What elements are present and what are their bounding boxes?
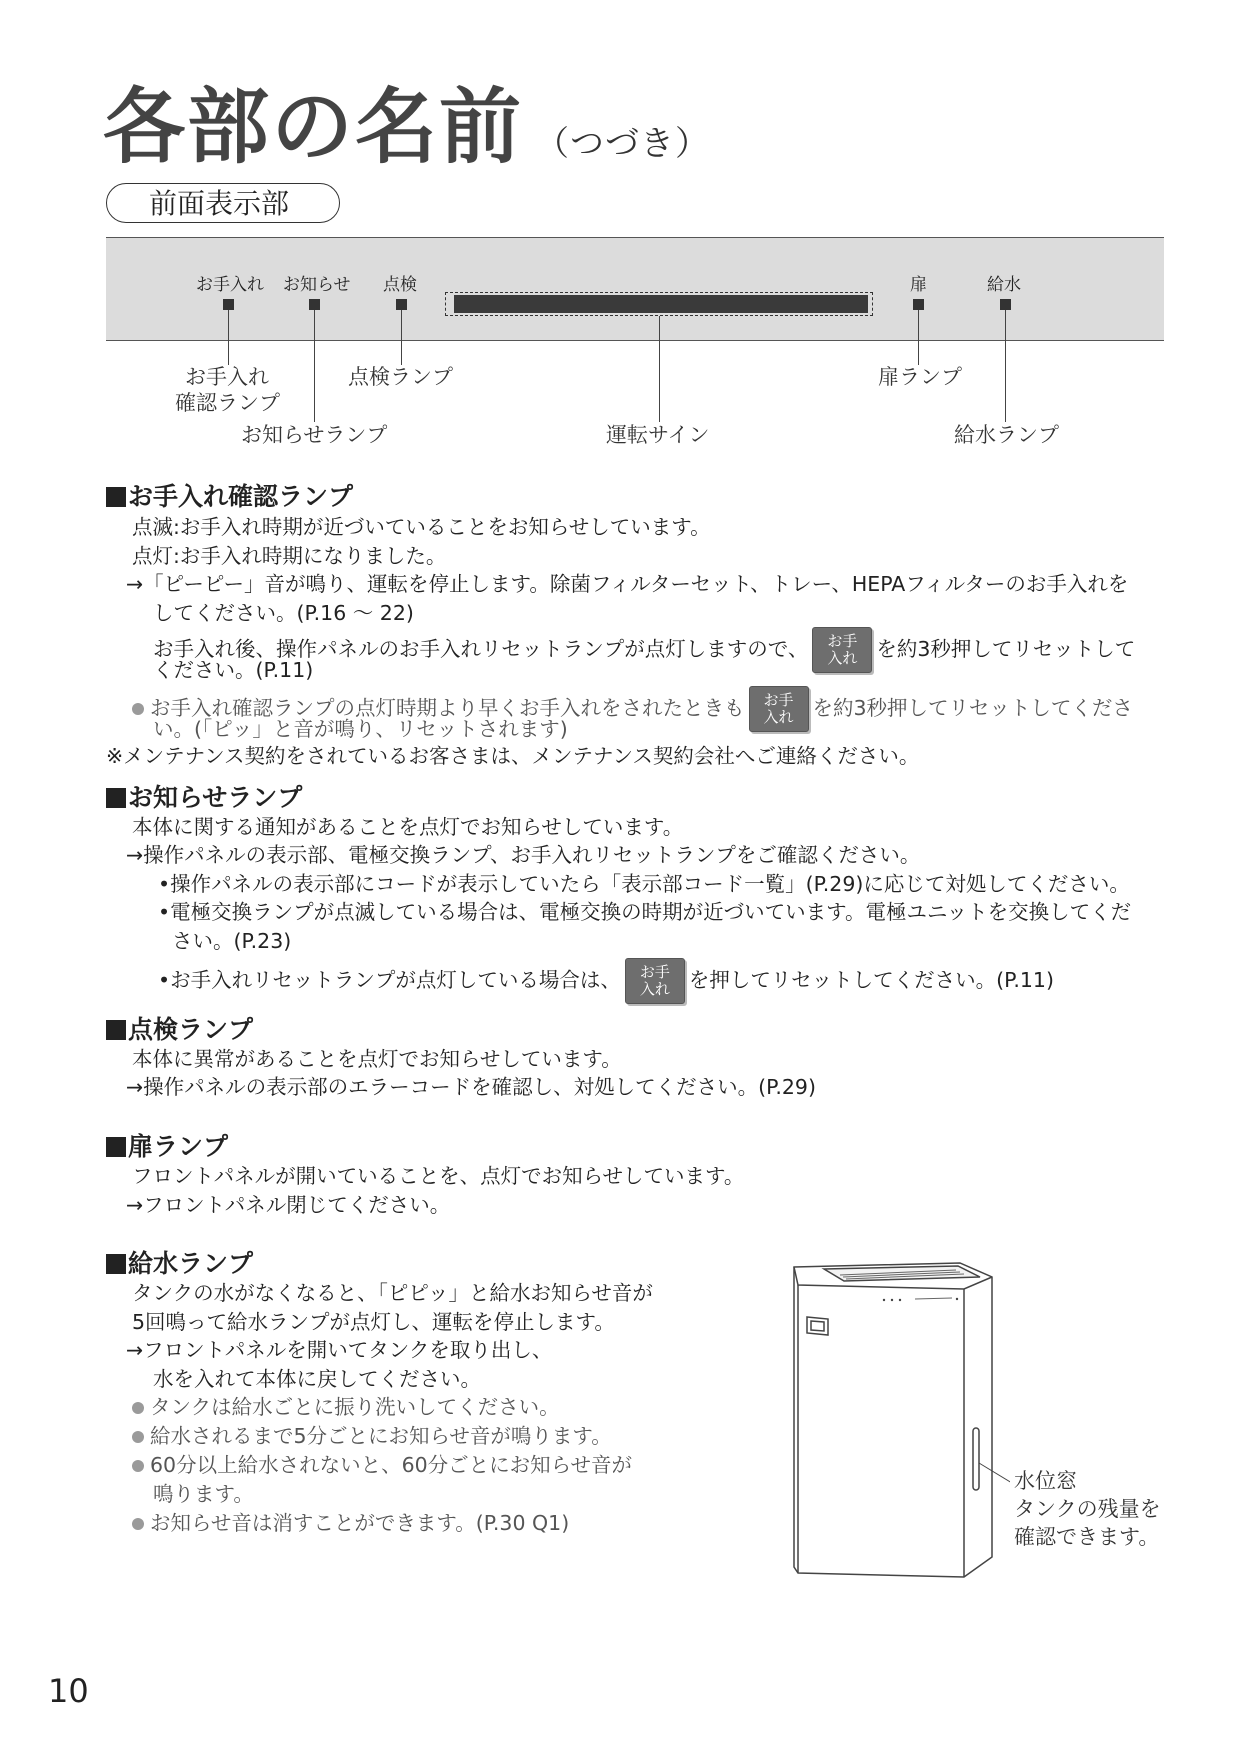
text-line: →「ピーピー」音が鳴り、運転を停止します。除菌フィルターセット、トレー、HEPAフィルターのお手入れを [126, 572, 1129, 596]
text-line: 5回鳴って給水ランプが点灯し、運転を停止します。 [132, 1310, 615, 1334]
section-heading-oshirase: お知らせランプ [106, 778, 302, 814]
tenken-lamp [396, 299, 407, 310]
section-pill: 前面表示部 [106, 183, 340, 223]
text-line: ください。(P.11) [153, 658, 314, 682]
text-line: →操作パネルの表示部のエラーコードを確認し、対処してください。(P.29) [126, 1075, 816, 1099]
callout-water-window: 水位窓 [1014, 1469, 1077, 1493]
bullet-icon [132, 1518, 144, 1530]
page-subtitle: （つづき） [535, 124, 711, 164]
kyusui-lamp [1000, 299, 1011, 310]
callout-tobira: 扉ランプ [878, 365, 962, 389]
callout-oshirase: お知らせランプ [241, 423, 388, 447]
dehumidifier-illustration [780, 1255, 1010, 1585]
leader-line [314, 310, 315, 422]
section-heading-oteire: お手入れ確認ランプ [106, 477, 353, 513]
oteire-button-icon: お手 入れ [625, 958, 685, 1004]
leader-line [228, 310, 229, 365]
text-line: •操作パネルの表示部にコードが表示していたら「表示部コード一覧」(P.29)に応じて対処してください。 [158, 872, 1130, 896]
panel-label-kyusui: 給水 [987, 275, 1021, 295]
panel-label-oshirase: お知らせ [283, 275, 351, 295]
section-heading-kyusui: 給水ランプ [106, 1244, 253, 1280]
panel-label-tenken: 点検 [383, 275, 417, 295]
text-line: 本体に異常があることを点灯でお知らせしています。 [132, 1047, 622, 1071]
note-line: 鳴ります。 [153, 1482, 254, 1506]
bullet-icon [132, 1431, 144, 1443]
leader-line [659, 316, 660, 422]
note-line: タンクは給水ごとに振り洗いしてください。 [132, 1393, 560, 1421]
callout-unten: 運転サイン [606, 423, 710, 447]
text-line: •電極交換ランプが点滅している場合は、電極交換の時期が近づいています。電極ユニットを交換してくだ [158, 900, 1132, 924]
panel-label-tobira: 扉 [910, 275, 927, 295]
text-line: してください。(P.16 ～ 22) [153, 601, 414, 625]
bullet-icon [132, 703, 144, 715]
text-line: フロントパネルが開いていることを、点灯でお知らせしています。 [132, 1164, 745, 1188]
text-line: 点滅:お手入れ時期が近づいていることをお知らせしています。 [132, 515, 711, 539]
text-line: 本体に関する通知があることを点灯でお知らせしています。 [132, 815, 684, 839]
callout-oteire-1: お手入れ [185, 365, 269, 389]
leader-line [1005, 310, 1006, 422]
operation-sign-bar [454, 295, 868, 313]
callout-water-window-desc: 確認できます。 [1014, 1525, 1160, 1549]
tobira-lamp [913, 299, 924, 310]
oshirase-lamp [309, 299, 320, 310]
text-line: 水を入れて本体に戻してください。 [153, 1367, 481, 1391]
leader-line [401, 310, 402, 365]
panel-label-oteire: お手入れ [196, 275, 264, 295]
oteire-lamp [223, 299, 234, 310]
text-line: →フロントパネル閉じてください。 [126, 1193, 451, 1217]
text-line: さい。(P.23) [172, 929, 292, 953]
section-heading-tobira: 扉ランプ [106, 1127, 228, 1163]
text-line: •お手入れリセットランプが点灯している場合は、 お手 入れ を押してリセットしてください。(P.11) [158, 958, 1054, 1004]
note-line: お手入れ確認ランプの点灯時期より早くお手入れをされたときも お手 入れ を約3秒押してリセットしてくださ [132, 686, 1133, 732]
text-line: 点灯:お手入れ時期になりました。 [132, 544, 447, 568]
section-heading-tenken: 点検ランプ [106, 1010, 253, 1046]
page-number: 10 [48, 1672, 89, 1710]
bullet-icon [132, 1402, 144, 1414]
note-line: 給水されるまで5分ごとにお知らせ音が鳴ります。 [132, 1422, 612, 1450]
text-line: →操作パネルの表示部、電極交換ランプ、お手入れリセットランプをご確認ください。 [126, 843, 921, 867]
callout-oteire-2: 確認ランプ [175, 391, 280, 415]
note-line: い。(「ピッ」と音が鳴り、リセットされます) [153, 717, 568, 741]
text-line: →フロントパネルを開いてタンクを取り出し、 [126, 1338, 553, 1362]
text-line: タンクの水がなくなると、「ピピッ」と給水お知らせ音が [132, 1281, 653, 1305]
callout-water-window-desc: タンクの残量を [1014, 1497, 1161, 1521]
page-title: 各部の名前 （つづき） [103, 80, 711, 175]
text-line: ※メンテナンス契約をされているお客さまは、メンテナンス契約会社へご連絡ください。 [106, 744, 920, 768]
callout-kyusui: 給水ランプ [954, 423, 1059, 447]
oteire-button-icon: お手 入れ [749, 686, 809, 732]
bullet-icon [132, 1460, 144, 1472]
note-line: 60分以上給水されないと、60分ごとにお知らせ音が [132, 1451, 632, 1479]
text-line: お手入れ後、操作パネルのお手入れリセットランプが点灯しますので、 お手 入れ を約3秒押してリセットして [153, 627, 1135, 673]
oteire-button-icon: お手 入れ [812, 627, 872, 673]
leader-line [918, 310, 919, 365]
callout-tenken: 点検ランプ [348, 365, 453, 389]
note-line: お知らせ音は消すことができます。(P.30 Q1) [132, 1509, 569, 1537]
